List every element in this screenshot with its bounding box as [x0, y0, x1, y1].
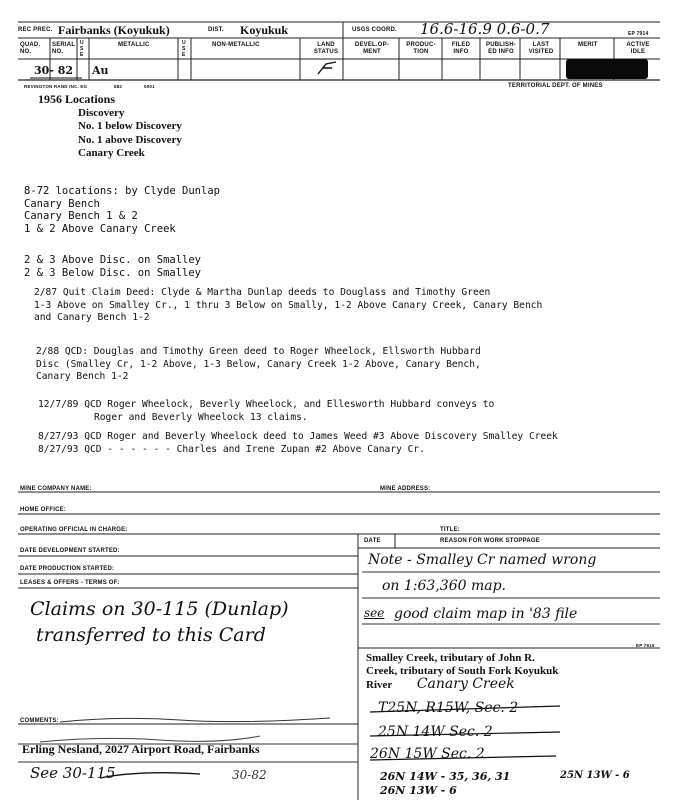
locations-1956-list [78, 107, 182, 160]
date-label: DATE [364, 538, 381, 544]
metallic-value: Au [92, 64, 109, 77]
redaction-block [566, 59, 648, 79]
col-use-2: U S E [182, 40, 186, 58]
date-development-label: DATE DEVELOPMENT STARTED: [20, 548, 120, 554]
locations-872-title: 8-72 locations: by Clyde Dunlap [24, 185, 220, 197]
col-last-visited: LAST VISITED [528, 42, 554, 55]
township-line-1: T25N, R15W, Sec. 2 [378, 700, 519, 716]
printer-line: REVINGTON RAND INC. EG [24, 84, 88, 89]
deed-line: 1-3 Above on Smalley Cr., 1 thru 3 Below on Smally, 1-2 Above Canary Creek, Canary Bench [34, 299, 543, 311]
deed-line: and Canary Bench 1-2 [34, 312, 150, 323]
col-use: U S E [80, 40, 84, 58]
locations-1956-title: 1956 Locations [38, 92, 116, 106]
creek-description: Smalley Creek, tributary of John R. Creek, tributary of South Fork Koyukuk River Canary Creek [366, 652, 559, 692]
deed-line: 8/27/93 QCD Roger and Beverly Wheelock deed to James Weed #3 Above Discovery Smalley Creek [38, 431, 558, 442]
col-production: PRODUC- TION [406, 42, 436, 55]
home-office-label: HOME OFFICE: [20, 507, 67, 513]
department-name: TERRITORIAL DEPT. OF MINES [508, 83, 603, 89]
printer-code-2: 5001 [144, 84, 155, 89]
township-line-2: 25N 14W Sec. 2 [378, 724, 493, 740]
township-line-4b: 25N 13W - 6 [560, 770, 630, 781]
reason-label: REASON FOR WORK STOPPAGE [440, 538, 540, 544]
col-non-metallic: NON-METALLIC [212, 42, 260, 48]
form-code: EP 7914 [628, 31, 649, 37]
see-note: See 30-115 [30, 764, 116, 782]
deed-1987 [34, 287, 542, 325]
locations-872-smalley [24, 254, 201, 279]
deed-line: Canary Bench 1-2 [36, 371, 129, 382]
list-item: 2 & 3 Above Disc. on Smalley [24, 254, 202, 266]
locations-872 [24, 185, 220, 235]
deed-1988 [36, 346, 481, 384]
list-item: 1 & 2 Above Canary Creek [24, 222, 176, 235]
note-claim-map: good claim map in '83 file [394, 606, 578, 622]
col-merit: MERIT [578, 42, 598, 48]
printer-code-1: 882 [114, 84, 123, 89]
list-item: No. 1 below Discovery [78, 120, 182, 133]
leases-label: LEASES & OFFERS - TERMS OF: [20, 580, 120, 586]
list-item: Canary Creek [78, 146, 145, 159]
date-production-label: DATE PRODUCTION STARTED: [20, 566, 115, 572]
col-active-idle: ACTIVE IDLE [626, 42, 650, 55]
township-line-4: 26N 14W - 35, 36, 31 [380, 770, 511, 783]
deed-line: 2/87 Quit Claim Deed: Clyde & Martha Dunlap deeds to Douglass and Timothy Green [34, 287, 491, 298]
deed-line: 8/27/93 QCD - - - - - - Charles and Irene Zupan #2 Above Canary Cr. [38, 443, 425, 455]
address-line: Erling Nesland, 2027 Airport Road, Fairbanks [22, 742, 260, 756]
hand-transferred-note: transferred to this Card [36, 624, 266, 646]
form-code-2: EP 7915 [636, 643, 655, 648]
deed-line: 12/7/89 QCD Roger Wheelock, Beverly Wheelock, and Ellesworth Hubbard conveys to [38, 399, 495, 410]
list-item: No. 1 above Discovery [78, 133, 182, 146]
dist-value: Koyukuk [240, 23, 289, 37]
deed-1989 [38, 399, 494, 424]
rec-prec-value: Fairbanks (Koyukuk) [58, 23, 170, 37]
col-filed-info: FILED INFO [451, 42, 471, 55]
rec-prec-label: REC PREC. [18, 27, 53, 33]
list-item: Canary Bench [24, 197, 100, 210]
col-development: DEVEL.OP- MENT [354, 42, 390, 55]
comments-label: COMMENTS: [20, 718, 59, 724]
deed-line: 2/88 QCD: Douglas and Timothy Green deed to Roger Wheelock, Ellsworth Hubbard [36, 346, 481, 357]
title-label: TITLE: [440, 527, 460, 533]
creek-hand-name: Canary Creek [416, 676, 515, 692]
mine-address-label: MINE ADDRESS: [380, 486, 431, 492]
note-smalley-wrong: Note - Smalley Cr named wrong [368, 552, 597, 568]
col-metallic: METALLIC [118, 42, 150, 48]
dist-label: DIST. [208, 27, 224, 33]
list-item: 2 & 3 Below Disc. on Smalley [24, 266, 202, 279]
col-quad-no: QUAD. NO. [20, 42, 41, 55]
deed-line: Roger and Beverly Wheelock 13 claims. [94, 411, 308, 423]
township-line-5: 26N 13W - 6 [380, 784, 457, 797]
note-see: see [364, 606, 385, 620]
list-item: Canary Bench 1 & 2 [24, 210, 138, 222]
usgs-coord-value: 16.6-16.9 0.6-0.7 [420, 20, 550, 38]
deed-line: Disc (Smalley Cr, 1-2 Above, 1-3 Below, Canary Creek 1-2 Above, Canary Bench, [36, 358, 481, 370]
hand-claims-note: Claims on 30-115 (Dunlap) [30, 598, 289, 620]
operating-official-label: OPERATING OFFICIAL IN CHARGE: [20, 527, 128, 533]
col-published-info: PUBLISH- ED INFO [486, 42, 516, 55]
ref-number: 30-82 [232, 768, 267, 782]
deed-1993 [38, 431, 558, 456]
mine-company-label: MINE COMPANY NAME: [20, 486, 92, 492]
list-item: Discovery [78, 107, 125, 119]
col-land-status: LAND STATUS [313, 42, 339, 55]
quad-serial-value: 30- 82 [34, 64, 74, 77]
note-map-scale: on 1:63,360 map. [382, 578, 506, 594]
col-serial-no: SERIAL NO. [52, 42, 76, 55]
usgs-coord-label: USGS COORD. [352, 27, 397, 33]
township-line-3: 26N 15W Sec. 2 [370, 746, 485, 762]
